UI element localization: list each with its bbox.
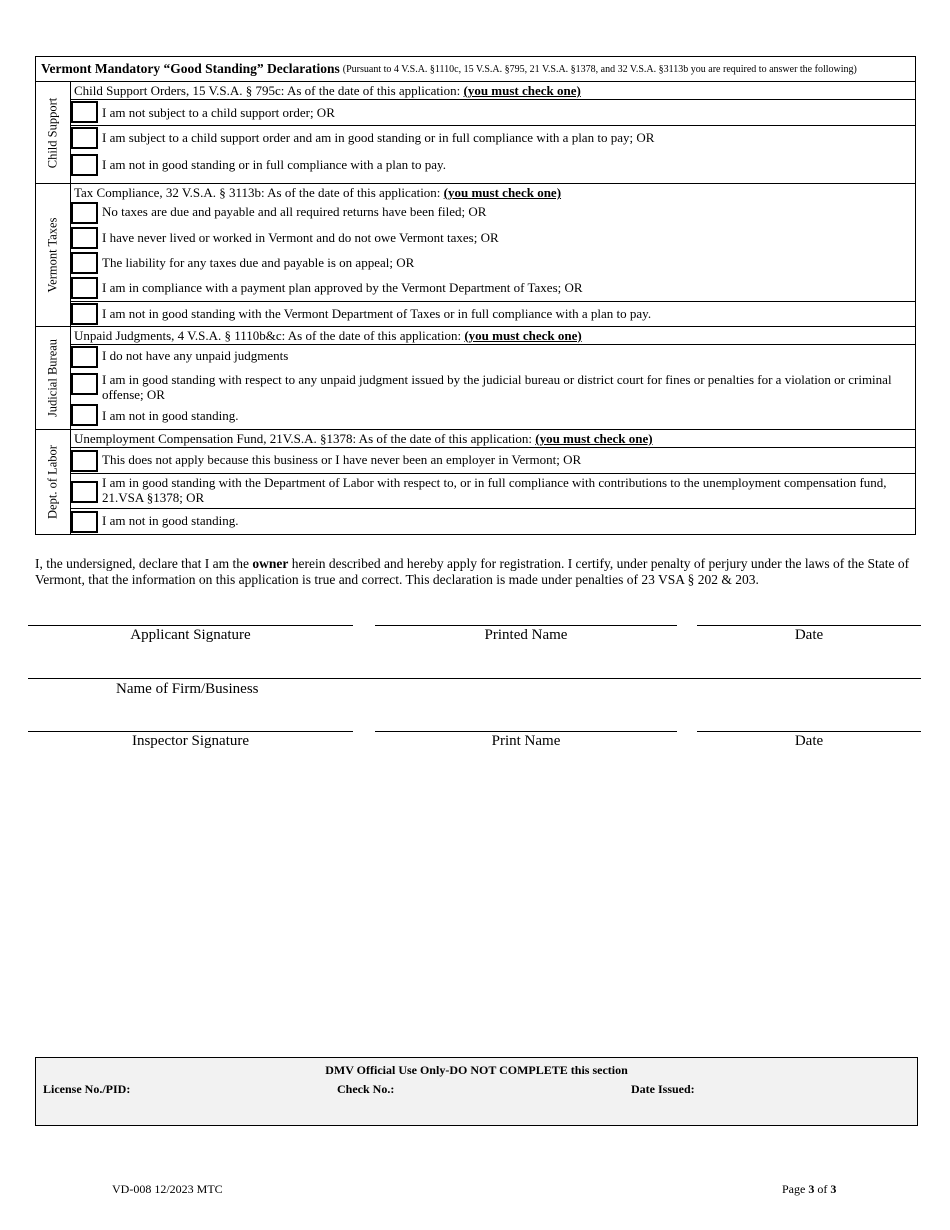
judicial-bureau-side-label-cell	[36, 327, 71, 429]
declarations-title: Vermont Mandatory “Good Standing” Declarations	[41, 61, 340, 76]
applicant-signature-label: Applicant Signature	[130, 627, 251, 643]
child-support-question: Child Support Orders, 15 V.S.A. § 795c: As of the date of this application: (you must check one)	[71, 82, 915, 100]
must-check-one: (you must check one)	[463, 83, 581, 98]
child-support-option-3-checkbox[interactable]	[71, 154, 98, 176]
vermont-taxes-section	[36, 184, 915, 327]
option-row	[71, 403, 915, 429]
dept-of-labor-option-2-checkbox[interactable]	[71, 481, 98, 503]
license-pid-label: License No./PID:	[43, 1082, 131, 1096]
firm-name-line[interactable]	[28, 678, 921, 679]
dmv-header: DMV Official Use Only-DO NOT COMPLETE this section	[325, 1063, 628, 1077]
vermont-taxes-option-1-checkbox[interactable]	[71, 202, 98, 224]
option-row	[71, 448, 915, 474]
option-row	[71, 227, 915, 252]
option-label: I am not subject to a child support order; OR	[102, 105, 335, 120]
judicial-bureau-option-2-checkbox[interactable]	[71, 373, 98, 395]
option-label: I have never lived or worked in Vermont and do not owe Vermont taxes; OR	[102, 230, 499, 245]
declarations-note: (Pursuant to 4 V.S.A. §1110c, 15 V.S.A. §795, 21 V.S.A. §1378, and 32 V.S.A. §3113b you are required to answer the following)	[342, 63, 857, 75]
judicial-bureau-option-3-checkbox[interactable]	[71, 404, 98, 426]
judicial-bureau-question: Unpaid Judgments, 4 V.S.A. § 1110b&c: As of the date of this application: (you must check one)	[71, 327, 915, 345]
dept-of-labor-question: Unemployment Compensation Fund, 21V.S.A. §1378: As of the date of this application: (you must check one)	[71, 430, 915, 448]
vermont-taxes-option-4-checkbox[interactable]	[71, 277, 98, 299]
vermont-taxes-option-2-checkbox[interactable]	[71, 227, 98, 249]
option-row	[71, 474, 915, 509]
must-check-one: (you must check one)	[535, 431, 653, 446]
print-name-line[interactable]	[375, 731, 677, 732]
dmv-official-use-box	[35, 1057, 918, 1126]
printed-name-label: Printed Name	[484, 627, 568, 643]
dept-of-labor-side-label: Dept. of Labor	[45, 445, 60, 519]
option-row	[71, 154, 915, 183]
dept-of-labor-side-label-cell	[36, 430, 71, 534]
option-row	[71, 371, 915, 403]
dept-of-labor-option-1-checkbox[interactable]	[71, 450, 98, 472]
option-label: I am in good standing with the Department of Labor with respect to, or in full compliance with contributions to the unemployment compensation fund, 21.VSA §1378; OR	[102, 475, 887, 505]
vermont-taxes-question: Tax Compliance, 32 V.S.A. § 3113b: As of the date of this application: (you must check one)	[74, 185, 562, 200]
date-label-2: Date	[794, 733, 824, 749]
owner-word: owner	[252, 556, 289, 571]
child-support-section	[36, 82, 915, 184]
page-current: 3	[808, 1182, 815, 1196]
option-label: I am not in good standing.	[102, 513, 239, 528]
must-check-one: (you must check one)	[464, 328, 582, 343]
option-label: I do not have any unpaid judgments	[102, 348, 289, 363]
certification-statement: I, the undersigned, declare that I am the owner herein described and hereby apply for registration. I certify, under penalty of perjury under the laws of the State of Vermont, that the information on this application is true and correct. This declaration is made under penalties of 23 VSA § 202 & 203.	[35, 556, 910, 587]
inspector-signature-line[interactable]	[28, 731, 353, 732]
applicant-signature-line[interactable]	[28, 625, 353, 626]
vermont-taxes-option-3-checkbox[interactable]	[71, 252, 98, 274]
option-row	[71, 126, 915, 154]
option-label: I am not in good standing with the Vermont Department of Taxes or in full compliance with a plan to pay.	[102, 306, 652, 321]
option-row	[71, 277, 915, 301]
option-label: I am in good standing with respect to any unpaid judgment issued by the judicial bureau or district court for fines or penalties for a violation or criminal offense; OR	[102, 372, 892, 402]
print-name-label: Print Name	[491, 733, 561, 749]
dept-of-labor-section	[36, 430, 915, 534]
must-check-one: (you must check one)	[443, 185, 562, 200]
option-label: I am in compliance with a payment plan approved by the Vermont Department of Taxes; OR	[102, 280, 583, 295]
firm-name-label: Name of Firm/Business	[116, 681, 259, 697]
judicial-bureau-option-1-checkbox[interactable]	[71, 346, 98, 368]
option-row	[71, 509, 915, 533]
option-row	[71, 202, 915, 227]
judicial-bureau-section	[36, 327, 915, 430]
child-support-option-1-checkbox[interactable]	[71, 101, 98, 123]
option-label: I am subject to a child support order and am in good standing or in full compliance with a plan to pay; OR	[102, 130, 655, 145]
vermont-taxes-side-label-cell	[36, 184, 71, 326]
judicial-bureau-side-label: Judicial Bureau	[45, 338, 60, 418]
option-label: I am not in good standing or in full compliance with a plan to pay.	[102, 157, 446, 172]
printed-name-line[interactable]	[375, 625, 677, 626]
child-support-side-label-cell	[36, 82, 71, 183]
check-no-label: Check No.:	[337, 1082, 395, 1096]
option-row	[71, 252, 915, 277]
date-label-1: Date	[794, 627, 824, 643]
dept-of-labor-option-3-checkbox[interactable]	[71, 511, 98, 533]
date-line-2[interactable]	[697, 731, 921, 732]
option-label: I am not in good standing.	[102, 408, 239, 423]
good-standing-declarations-table	[35, 56, 916, 535]
child-support-side-label: Child Support	[45, 97, 60, 168]
option-label: No taxes are due and payable and all required returns have been filed; OR	[102, 204, 487, 219]
child-support-option-2-checkbox[interactable]	[71, 127, 98, 149]
form-id: VD-008 12/2023 MTC	[112, 1182, 223, 1196]
option-label: The liability for any taxes due and payable is on appeal; OR	[102, 255, 415, 270]
page-total: 3	[830, 1182, 837, 1196]
vermont-taxes-option-5-checkbox[interactable]	[71, 303, 98, 325]
option-row	[71, 100, 915, 126]
date-line-1[interactable]	[697, 625, 921, 626]
vermont-taxes-side-label: Vermont Taxes	[45, 217, 60, 293]
option-label: This does not apply because this business or I have never been an employer in Vermont; OR	[102, 452, 582, 467]
option-row	[71, 345, 915, 371]
date-issued-label: Date Issued:	[631, 1082, 695, 1096]
option-row	[71, 301, 915, 326]
declarations-header	[36, 57, 915, 82]
page-number: Page 3 of 3	[782, 1182, 837, 1196]
inspector-signature-label: Inspector Signature	[131, 733, 250, 749]
